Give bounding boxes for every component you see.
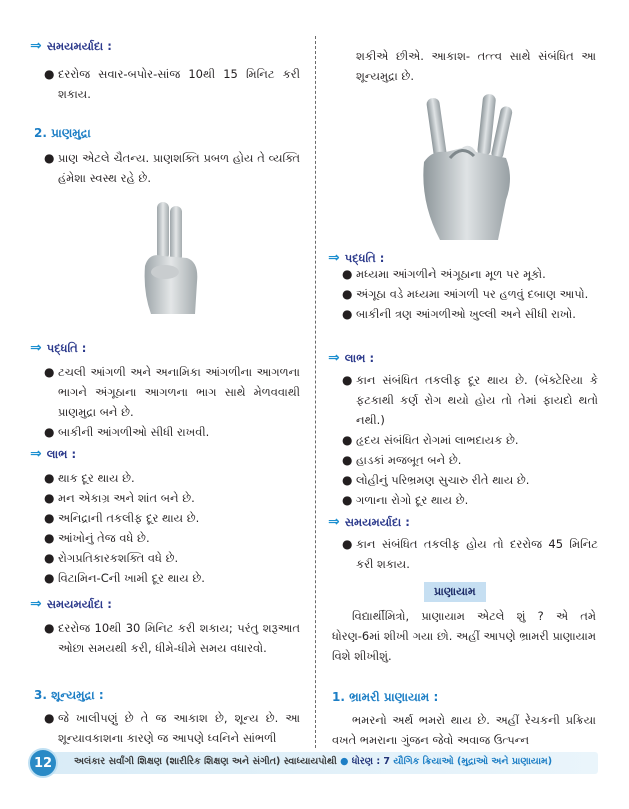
list-item-text: કાન સંબંધિત તકલીફ હોય તો દરરોજ 45 મિનિટ કરી શકાય. [356, 537, 598, 571]
list-item-text: દરરોજ 10થી 30 મિનિટ કરી શકાય; પરંતુ શરૂઆત ઓછા સમયથી કરી, ધીમે-ધીમે સમય વધારવો. [58, 621, 300, 655]
bullet-list [336, 534, 598, 574]
section-heading [30, 446, 76, 462]
bullet-list [336, 370, 598, 510]
section-heading [328, 350, 374, 366]
bullet-list [38, 64, 300, 104]
paragraph: શકીએ છીએ. આકાશ- તત્ત્વ સાથે સંબંધિત આ શૂન્યમુદ્રા છે. [356, 49, 596, 83]
arrow-icon: ⇒ [30, 340, 42, 356]
heading-text: પદ્ધતિ : [46, 340, 87, 355]
list-item-text: થાક દૂર થાય છે. [58, 471, 135, 485]
list-item-text: ટચલી આંગળી અને અનામિકા આંગળીના આગળના ભાગને અંગૂઠાના આગળના ભાગ સાથે મેળવવાથી પ્રાણમુદ્રા બને છે. [58, 365, 300, 419]
list-item-text: અનિદ્રાની તકલીફ દૂર થાય છે. [58, 511, 200, 525]
list-item-text: દરરોજ સવાર-બપોર-સાંજ 10થી 15 મિનિટ કરી શકાય. [58, 67, 300, 101]
section-heading [30, 38, 112, 54]
list-item: ● ટચલી આંગળી અને અનામિકા આંગળીના આગળના ભાગને અંગૂઠાના આગળના ભાગ સાથે મેળવવાથી પ્રાણમુદ્રા બને છે. [44, 365, 300, 419]
list-item-text: હાડકાં મજબૂત બને છે. [356, 453, 462, 467]
list-item-text: આંખોનું તેજ વધે છે. [58, 531, 150, 545]
section-heading [30, 596, 112, 612]
arrow-icon: ⇒ [328, 250, 340, 266]
bullet-list [38, 362, 300, 442]
list-item: ● મન એકાગ્ર અને શાંત બને છે. [44, 491, 195, 505]
heading-text: સમયમર્યાદા : [344, 514, 410, 529]
list-item: ● વિટામિન-Cની ખામી દૂર થાય છે. [44, 571, 205, 585]
list-item-text: લોહીનું પરિભ્રમણ સુચારુ રીતે થાય છે. [356, 473, 530, 487]
list-item: ● અનિદ્રાની તકલીફ દૂર થાય છે. [44, 511, 200, 525]
list-item: ● બાકીની ત્રણ આંગળીઓ ખુલ્લી અને સીધી રાખો. [342, 307, 576, 321]
list-item-text: બાકીની ત્રણ આંગળીઓ ખુલ્લી અને સીધી રાખો. [356, 307, 576, 321]
list-item: ● કાન સંબંધિત તકલીફ હોય તો દરરોજ 45 મિનિટ કરી શકાય. [342, 537, 598, 571]
arrow-icon: ⇒ [328, 350, 340, 366]
list-item: ● પ્રાણ એટલે ચૈતન્ય. પ્રાણશક્તિ પ્રબળ હોય તે વ્યક્તિ હંમેશા સ્વસ્થ રહે છે. [44, 151, 300, 185]
list-item: ● રોગપ્રતિકારકશક્તિ વધે છે. [44, 551, 179, 565]
list-item-text: વિટામિન-Cની ખામી દૂર થાય છે. [58, 571, 205, 585]
list-item-text: બાકીની આંગળીઓ સીધી રાખવી. [58, 425, 210, 439]
list-item: ● મધ્યમા આંગળીને અંગૂઠાના મૂળ પર મૂકો. [342, 267, 546, 281]
list-item: ● બાકીની આંગળીઓ સીધી રાખવી. [44, 425, 210, 439]
arrow-icon: ⇒ [30, 446, 42, 462]
list-item-text: હૃદય સંબંધિત રોગમાં લાભદાયક છે. [356, 433, 519, 447]
section-title: 3. શૂન્યમુદ્રા : [34, 688, 104, 702]
section-heading [328, 514, 410, 530]
heading-text: સમયમર્યાદા : [46, 38, 112, 53]
section-title: 2. પ્રાણમુદ્રા [34, 126, 91, 140]
paragraph: વિદ્યાર્થીમિત્રો, પ્રાણાયામ એટલે શું ? એ તમે ધોરણ-6માં શીખી ગયા છો. અહીં આપણે ભ્રામરી પ્રાણાયામ વિશે શીખીશું. [332, 609, 596, 663]
heading-text: લાભ : [46, 446, 77, 461]
heading-text: પદ્ધતિ : [344, 250, 385, 265]
bullet-list [38, 708, 300, 748]
list-item: ● આંખોનું તેજ વધે છે. [44, 531, 150, 545]
list-item-text: જે ખાલીપણું છે તે જ આકાશ છે, શૂન્ય છે. આ શૂન્યાવકાશના કારણે જ આપણે ધ્વનિને સાંભળી [58, 711, 300, 745]
list-item-text: મન એકાગ્ર અને શાંત બને છે. [58, 491, 195, 505]
shunya-mudra-hand-image [410, 92, 520, 240]
heading-text: સમયમર્યાદા : [46, 596, 112, 611]
list-item: ● દરરોજ સવાર-બપોર-સાંજ 10થી 15 મિનિટ કરી શકાય. [44, 67, 300, 101]
list-item: ● હૃદય સંબંધિત રોગમાં લાભદાયક છે. [342, 433, 519, 447]
page-footer [28, 748, 600, 778]
arrow-icon: ⇒ [328, 514, 340, 530]
list-item: ● અંગૂઠા વડે મધ્યમા આંગળી પર હળવું દબાણ આપો. [342, 287, 589, 301]
footer-text [74, 756, 552, 767]
list-item: ● દરરોજ 10થી 30 મિનિટ કરી શકાય; પરંતુ શરૂઆત ઓછા સમયથી કરી, ધીમે-ધીમે સમય વધારવો. [44, 621, 300, 655]
paragraph: ભમરનો અર્થ ભમરો થાય છે. અહીં રેચકની પ્રક્રિયા વખતે ભમરાના ગુંજન જેવો અવાજ ઉત્પન્ન [332, 713, 596, 747]
list-item: ● કાન સંબંધિત તકલીફ દૂર થાય છે. (બૅક્ટેરિયા કે ફટકાથી કર્ણ રોગ થયો હોય તો તેમાં ફાયદો થતો નથી.) [342, 373, 598, 427]
list-item: ● ગળાના રોગો દૂર થાય છે. [342, 493, 469, 507]
list-item: ● લોહીનું પરિભ્રમણ સુચારુ રીતે થાય છે. [342, 473, 530, 487]
list-item-text: પ્રાણ એટલે ચૈતન્ય. પ્રાણશક્તિ પ્રબળ હોય તે વ્યક્તિ હંમેશા સ્વસ્થ રહે છે. [58, 151, 300, 185]
list-item-text: કાન સંબંધિત તકલીફ દૂર થાય છે. (બૅક્ટેરિયા કે ફટકાથી કર્ણ રોગ થયો હોય તો તેમાં ફાયદો થતો નથી.) [356, 373, 598, 427]
list-item-text: ગળાના રોગો દૂર થાય છે. [356, 493, 469, 507]
book-title: અલંકાર સર્વાંગી શિક્ષણ (શારીરિક શિક્ષણ અને સંગીત) સ્વાધ્યાયપોથી [74, 756, 337, 767]
standard-label: ધોરણ : 7 [351, 756, 391, 767]
list-item-text: રોગપ્રતિકારકશક્તિ વધે છે. [58, 551, 179, 565]
list-item-text: અંગૂઠા વડે મધ્યમા આંગળી પર હળવું દબાણ આપો. [356, 287, 589, 301]
list-item-text: મધ્યમા આંગળીને અંગૂઠાના મૂળ પર મૂકો. [356, 267, 546, 281]
section-heading [30, 340, 86, 356]
bullet-list [38, 618, 300, 658]
list-item: ● જે ખાલીપણું છે તે જ આકાશ છે, શૂન્ય છે. આ શૂન્યાવકાશના કારણે જ આપણે ધ્વનિને સાંભળી [44, 711, 300, 745]
separator-dot-icon: ● [340, 756, 349, 767]
heading-text: લાભ : [344, 350, 375, 365]
arrow-icon: ⇒ [30, 596, 42, 612]
page-number: 12 [28, 748, 58, 778]
list-item: ● થાક દૂર થાય છે. [44, 471, 135, 485]
arrow-icon: ⇒ [30, 38, 42, 54]
bullet-list [38, 468, 300, 588]
section-title: 1. ભ્રામરી પ્રાણાયામ : [332, 690, 439, 704]
topic-title: યૌગિક ક્રિયાઓ (મુદ્રાઓ અને પ્રાણાયામ) [393, 756, 553, 767]
column-divider [315, 36, 316, 748]
section-badge: પ્રાણાયામ [424, 582, 486, 602]
bullet-list [336, 264, 598, 324]
list-item: ● હાડકાં મજબૂત બને છે. [342, 453, 462, 467]
prana-mudra-hand-image [135, 196, 205, 314]
bullet-list [38, 148, 300, 188]
